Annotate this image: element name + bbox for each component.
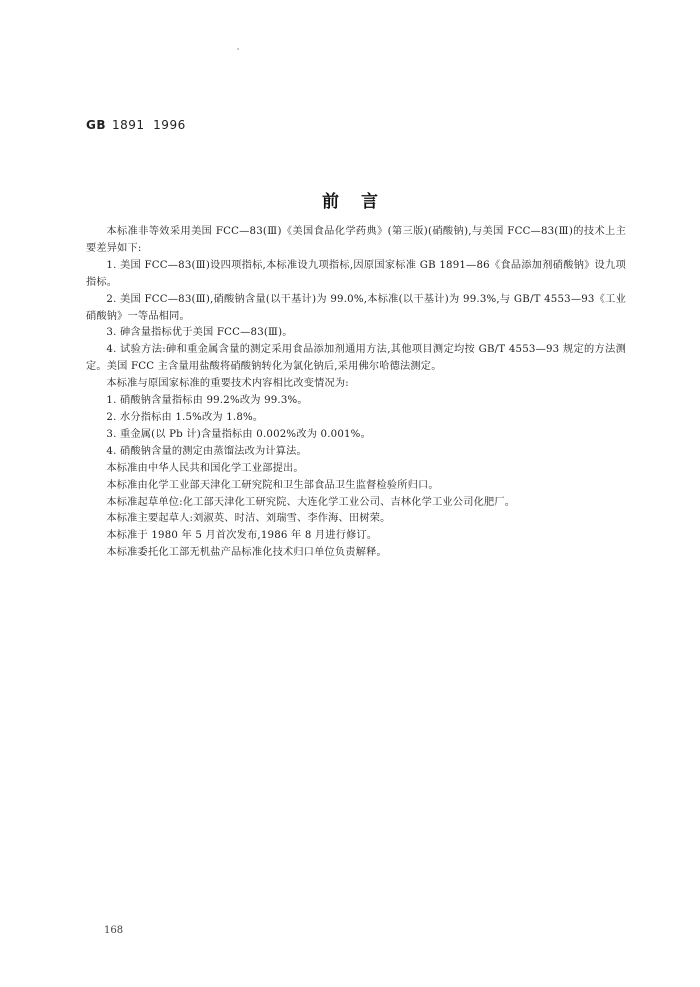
paragraph: 本标准与原国家标准的重要技术内容相比改变情况为: bbox=[106, 378, 349, 390]
paragraph: 本标准由化学工业部天津化工研究院和卫生部食品卫生监督检验所归口。 bbox=[106, 479, 439, 491]
paragraph: 本标准由中华人民共和国化学工业部提出。 bbox=[106, 462, 304, 474]
paragraph: 3. 砷含量指标优于美国 FCC—83(Ⅲ)。 bbox=[106, 327, 293, 339]
paragraph: 3. 重金属(以 Pb 计)含量指标由 0.002%改为 0.001%。 bbox=[106, 428, 371, 440]
scan-speck bbox=[237, 48, 239, 50]
paragraph: 4. 试验方法:砷和重金属含量的测定采用食品添加剂通用方法,其他项目测定均按 GB/T 4553—93 规定的方法测定。美国 FCC 主含量用盐酸将硝酸钠转化为氯化钠后,采用佛尔哈德法测定。 bbox=[86, 344, 626, 373]
page-number: 168 bbox=[104, 925, 124, 936]
standard-number: 1891 1996 bbox=[112, 118, 186, 132]
paragraph: 本标准起草单位:化工部天津化工研究院、大连化学工业公司、吉林化学工业公司化肥厂。 bbox=[106, 496, 516, 508]
paragraph: 本标准主要起草人:刘淑英、时洁、刘瑞雪、李作海、田树荣。 bbox=[106, 513, 391, 525]
standard-code bbox=[86, 118, 186, 132]
foreword-body bbox=[86, 224, 626, 562]
paragraph: 本标准非等效采用美国 FCC—83(Ⅲ)《美国食品化学药典》(第三版)(硝酸钠),与美国 FCC—83(Ⅲ)的技术上主要差异如下: bbox=[86, 226, 626, 254]
paragraph: 本标准委托化工部无机盐产品标准化技术归口单位负责解释。 bbox=[106, 547, 387, 559]
paragraph: 2. 美国 FCC—83(Ⅲ),硝酸钠含量(以干基计)为 99.0%,本标准(以干基计)为 99.3%,与 GB/T 4553—93《工业硝酸钠》一等品相同。 bbox=[86, 293, 626, 322]
standard-prefix: GB bbox=[86, 118, 106, 132]
paragraph: 1. 硝酸钠含量指标由 99.2%改为 99.3%。 bbox=[106, 395, 308, 407]
paragraph: 4. 硝酸钠含量的测定由蒸馏法改为计算法。 bbox=[106, 445, 307, 457]
paragraph: 1. 美国 FCC—83(Ⅲ)设四项指标,本标准设九项指标,因原国家标准 GB 1891—86《食品添加剂硝酸钠》设九项指标。 bbox=[86, 259, 626, 288]
paragraph: 本标准于 1980 年 5 月首次发布,1986 年 8 月进行修订。 bbox=[106, 530, 378, 542]
page-title: 前言 bbox=[322, 192, 400, 212]
paragraph: 2. 水分指标由 1.5%改为 1.8%。 bbox=[106, 411, 264, 423]
